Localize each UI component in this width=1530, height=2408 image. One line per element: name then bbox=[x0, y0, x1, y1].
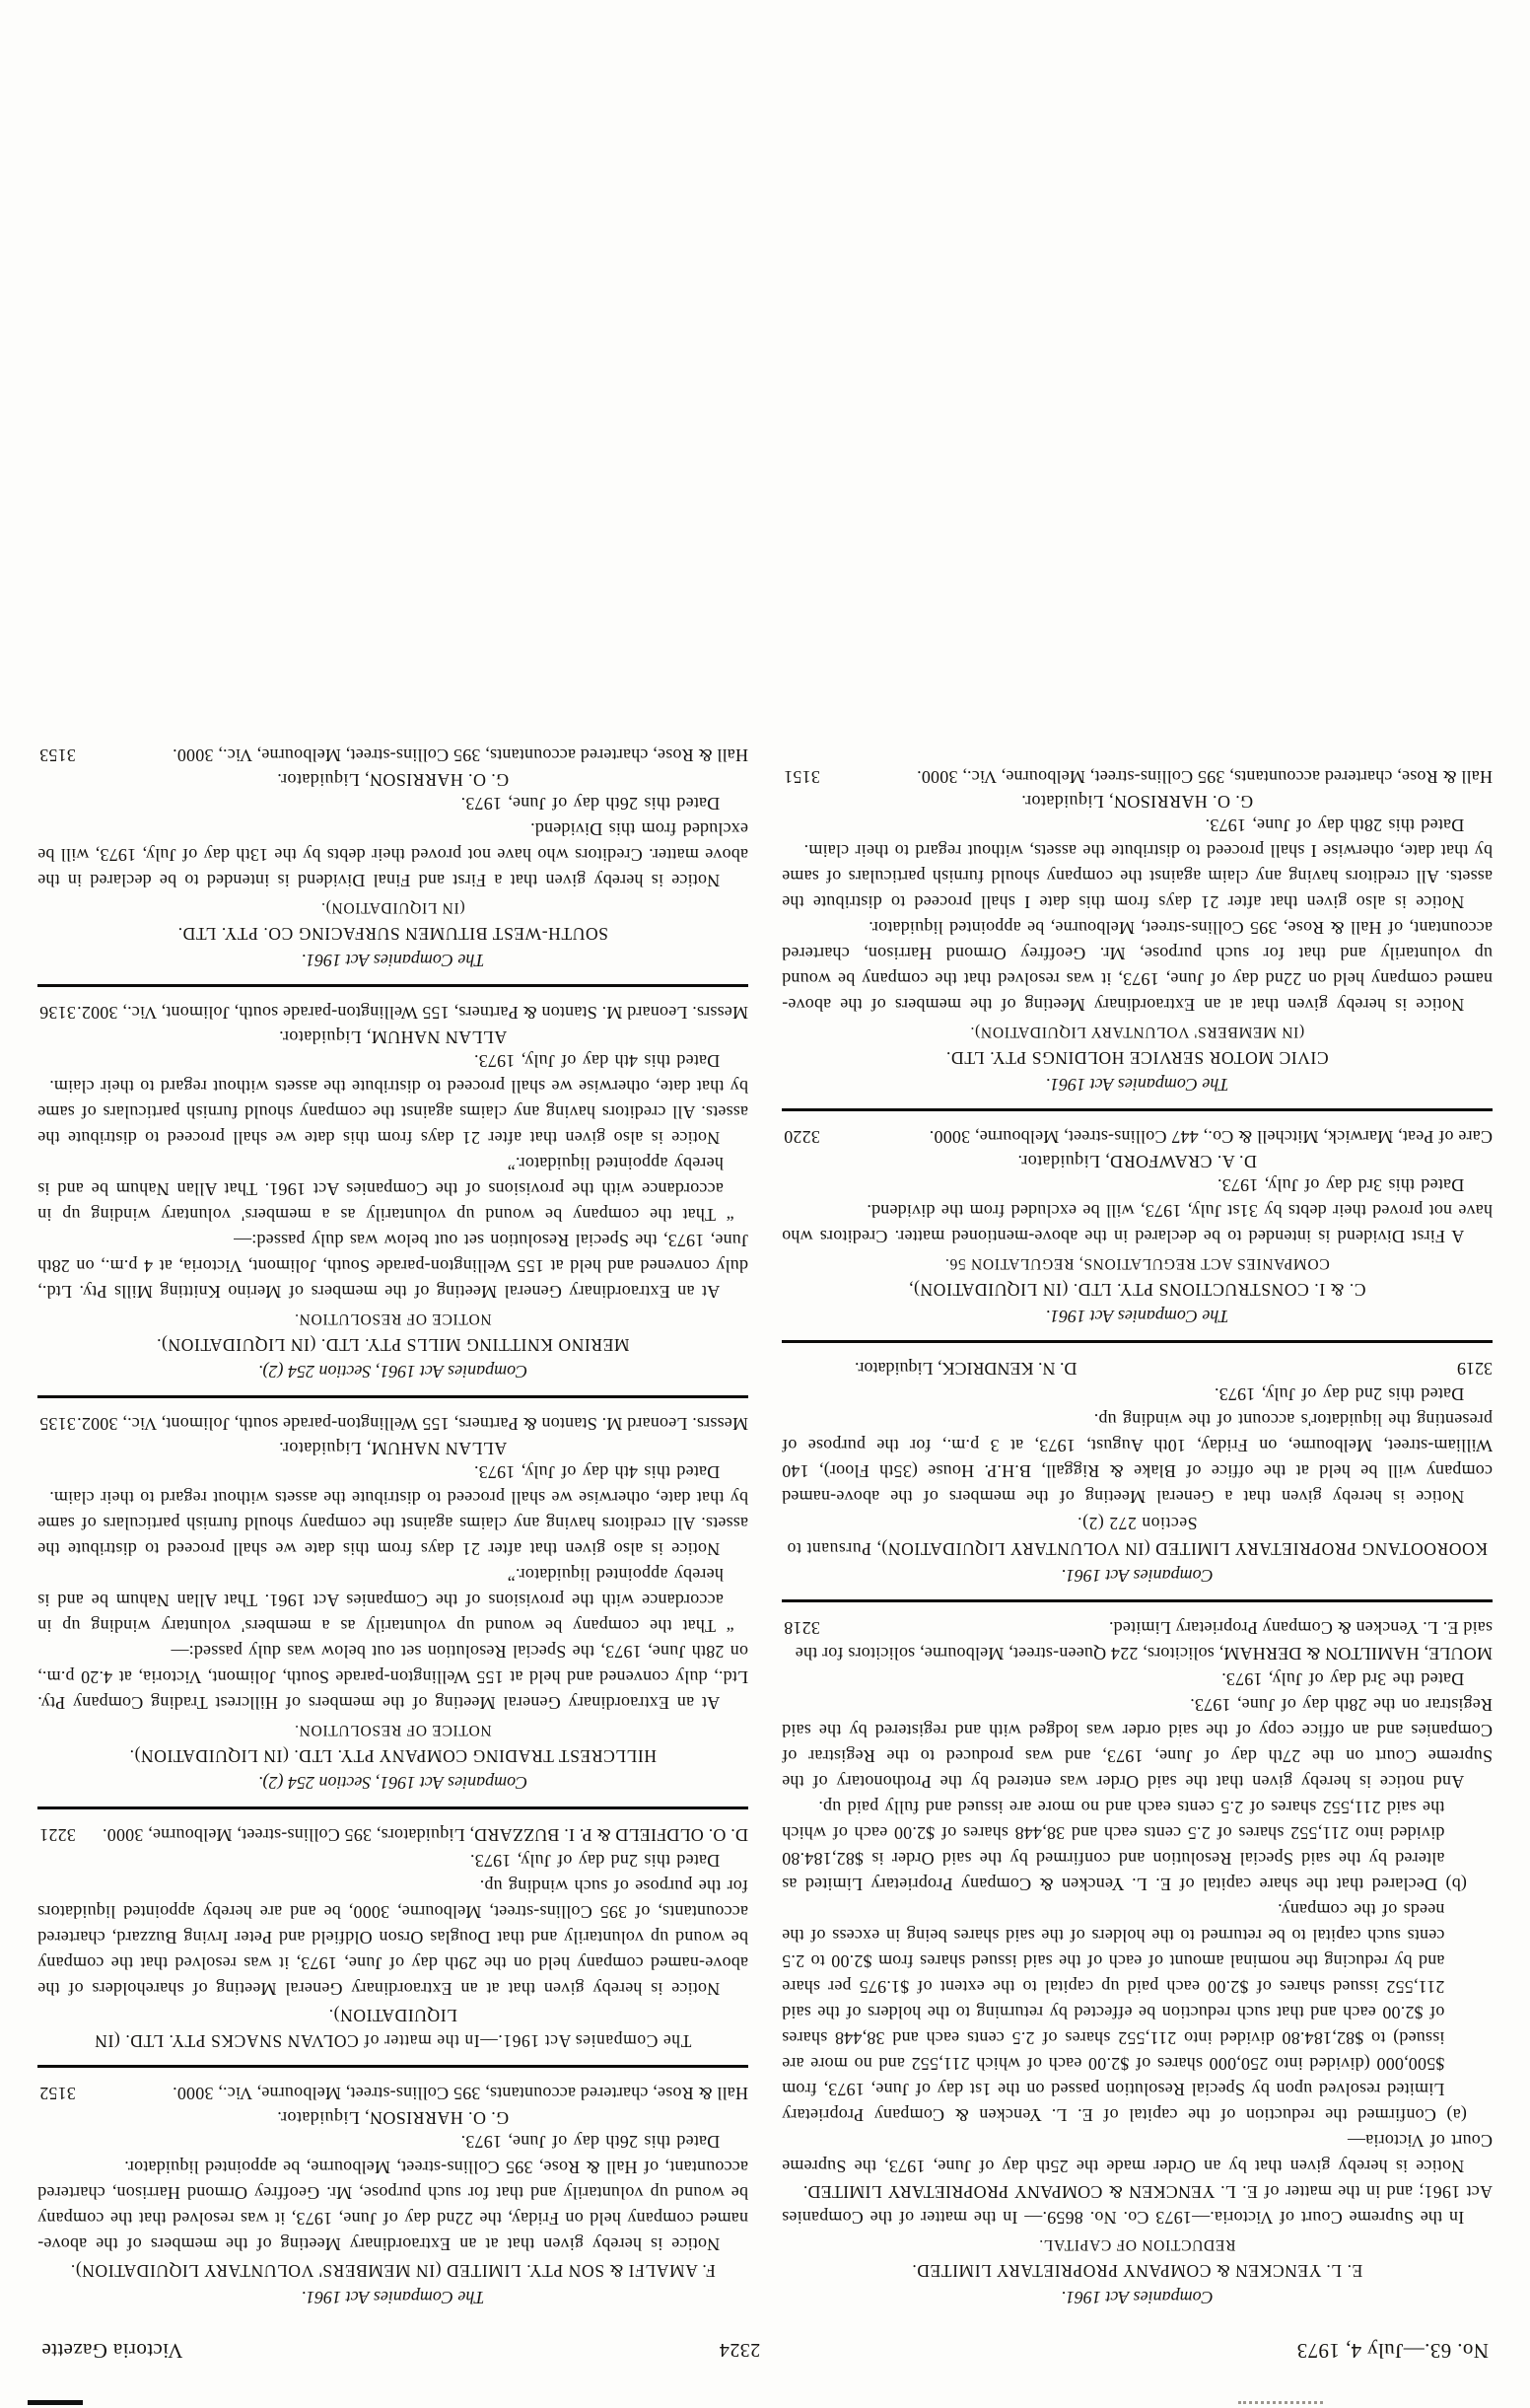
act-title: The Companies Act 1961. bbox=[301, 951, 485, 970]
address-line bbox=[782, 1124, 1493, 1150]
address-text: Messrs. Leonard M. Stanton & Partners, 155 Wellington-parade south, Jolimont, Vic., 3002. bbox=[76, 1003, 748, 1023]
company-name: MERINO KNITTING MILLS PTY. LTD. (IN LIQUIDATION). bbox=[156, 1335, 630, 1355]
address-text: Hall & Rose, chartered accountants, 395 Collins-street, Melbourne, Vic., 3000. bbox=[172, 745, 748, 765]
address-line bbox=[37, 2081, 748, 2106]
liquidation-notice bbox=[782, 764, 1493, 1098]
act-title: The Companies Act 1961. bbox=[1045, 1307, 1229, 1326]
address-line bbox=[37, 1000, 748, 1026]
page-header bbox=[37, 2312, 1493, 2363]
notice-paragraph: Dated this 4th day of July, 1973. bbox=[473, 1051, 721, 1071]
notice-paragraph: Notice is hereby given that at an Extraordinary General Meeting of shareholders of the above-named company held on the 29th day of June, 1973, it was resolved that the company be wound up voluntarily and that Douglas Orson Oldfield and Peter Irving Buzzard, chartered accountants, of 395 Collins-street, Melbourne, 3000, be and are hereby appointed liquidators for the purpose of such winding up. bbox=[37, 1877, 748, 1999]
address-line bbox=[782, 1615, 1493, 1666]
address-line bbox=[37, 1411, 748, 1437]
notice-number: 3135 bbox=[39, 1414, 76, 1434]
company-name: E. L. YENCKEN & COMPANY PROPRIETARY LIMITED. bbox=[911, 2261, 1363, 2281]
act-title: Companies Act 1961, Section 254 (2). bbox=[257, 1773, 528, 1793]
liquidation-notice bbox=[37, 1411, 748, 1796]
notice-subheading: (IN LIQUIDATION). bbox=[320, 899, 465, 916]
notice-subheading: REDUCTION OF CAPITAL. bbox=[1038, 2236, 1236, 2253]
address-text: Messrs. Leonard M. Stanton & Partners, 155 Wellington-parade south, Jolimont, Vic., 3002. bbox=[76, 1414, 748, 1434]
notice-subheading: (IN MEMBERS' VOLUNTARY LIQUIDATION). bbox=[969, 1024, 1305, 1040]
scan-artifact bbox=[1238, 2397, 1323, 2404]
notice-number: 3151 bbox=[784, 767, 820, 787]
liquidator-signature: ALLAN NAHUM, Liquidator. bbox=[278, 1027, 508, 1047]
notice-paragraph: Notice is also given that after 21 days from this date we shall proceed to distribute the assets. All creditors having any claims against the company should furnish particulars of same by that date, otherwise we shall proceed to distribute the assets without regard to their claim. bbox=[37, 1488, 748, 1559]
notice-number: 3221 bbox=[39, 1825, 76, 1845]
notice-paragraph: (a) Confirmed the reduction of the capital of E. L. Yencken & Company Proprietary Limited resolved upon by Special Resolution passed on the 1st day of June, 1973, from $500,000 (divided into 250,000 shares of $2.00 each of which 211,552 and no more are issued) to $82,184.80 divided into 211,552 shares of 2.5 cents each and 38,448 shares of $2.00 each and that such reduction be effected by returning to the holders of the said 211,552 issued shares of $2.00 each paid up capital to the extent of $1.975 per share and by reducing the nominal amount of each of the said issued shares from $2.00 to 2.5 cents such capital to be returned to the holders of the said shares being in excess of the needs of the company. bbox=[782, 1900, 1467, 2125]
publication-title: Victoria Gazette bbox=[41, 2339, 183, 2363]
liquidator-signature: D. N. KENDRICK, Liquidator. bbox=[855, 1359, 1078, 1379]
notice-paragraph: Notice is hereby given that by an Order made the 25th day of June, 1973, the Supreme Court of Victoria— bbox=[782, 2131, 1493, 2176]
notice-paragraph: Dated this 2nd day of July, 1973. bbox=[1214, 1384, 1465, 1404]
notice-subheading: NOTICE OF RESOLUTION. bbox=[294, 1722, 492, 1738]
notice-subheading: NOTICE OF RESOLUTION. bbox=[294, 1310, 492, 1327]
address-text: Hall & Rose, chartered accountants, 395 Collins-street, Melbourne, Vic., 3000. bbox=[916, 767, 1493, 787]
liquidation-notice bbox=[782, 1615, 1493, 2310]
liquidation-notice bbox=[37, 2081, 748, 2310]
liquidator-signature: ALLAN NAHUM, Liquidator. bbox=[278, 1439, 508, 1458]
address-line bbox=[37, 743, 748, 768]
liquidator-signature: G. O. HARRISON, Liquidator. bbox=[276, 770, 510, 790]
address-text: MOULE, HAMILTON & DERHAM, solicitors, 224 Queen-street, Melbourne, solicitors for the said E. L. Yencken & Company Proprietary Limited. bbox=[795, 1618, 1493, 1664]
notice-subheading: COMPANIES ACT REGULATIONS, REGULATION 56. bbox=[944, 1255, 1330, 1272]
liquidation-notice bbox=[782, 1356, 1493, 1589]
notice-paragraph: Notice is hereby given that at an Extraordinary Meeting of the members of the above-named company held on 22nd day of June, 1973, it was resolved that the company be wound up voluntarily and that for such purpose, Mr. Geoffrey Ormond Harrison, chartered accountant, of Hall & Rose, 395 Collins-street, Melbourne, be appointed liquidator. bbox=[782, 918, 1493, 1015]
notice-divider bbox=[37, 984, 748, 987]
liquidation-notice bbox=[37, 743, 748, 973]
scan-artifact bbox=[28, 2400, 83, 2405]
notice-paragraph: Dated the 3rd day of July, 1973. bbox=[1221, 1669, 1465, 1689]
notice-number: 3220 bbox=[784, 1127, 820, 1147]
notice-divider bbox=[782, 1108, 1493, 1111]
notice-paragraph: At an Extraordinary General Meeting of the members of Hillcrest Trading Company Pty. Ltd., duly convened and held at 155 Wellington-parade South, Jolimont, Victoria, at 4.20 p.m., on 28th June, 1973, the Special Resolution set out below was duly passed:— bbox=[37, 1642, 748, 1713]
liquidator-signature: G. O. HARRISON, Liquidator. bbox=[276, 2108, 510, 2128]
company-name: C. & I. CONSTRUCTIONS PTY. LTD. (IN LIQUIDATION), bbox=[908, 1280, 1366, 1300]
notice-paragraph: Notice is also given that after 21 days from this date we shall proceed to distribute the assets. All creditors having any claims against the company should furnish particulars of same by that date, otherwise we shall proceed to distribute the assets without regard to their claim. bbox=[37, 1077, 748, 1148]
notice-number: 3136 bbox=[39, 1003, 76, 1023]
address-line bbox=[37, 1822, 748, 1848]
act-title: Companies Act 1961. bbox=[1061, 1566, 1214, 1586]
notice-divider bbox=[37, 1395, 748, 1398]
liquidator-signature: D. A. CRAWFORD, Liquidator. bbox=[1017, 1152, 1257, 1171]
left-column bbox=[782, 764, 1493, 2312]
signature-row bbox=[782, 1356, 1493, 1381]
page-number: 2324 bbox=[719, 2339, 761, 2361]
act-title: Companies Act 1961, Section 254 (2). bbox=[257, 1362, 528, 1381]
notice-paragraph: Dated this 26th day of June, 1973. bbox=[460, 794, 721, 814]
notice-paragraph: In the Supreme Court of Victoria.—1973 Co. No. 8659.— In the matter of the Companies Act 1961; and in the matter of E. L. YENCKEN & COMPANY PROPRIETARY LIMITED. bbox=[782, 2182, 1493, 2228]
address-text: Hall & Rose, chartered accountants, 395 Collins-street, Melbourne, Vic., 3000. bbox=[172, 2084, 748, 2103]
notice-paragraph: “ That the company be wound up voluntarily as a members' voluntary winding up in accordance with the provisions of the Companies Act 1961. That Allan Nahum be and is hereby appointed liquidator.” bbox=[37, 1565, 734, 1636]
issue-date: No. 63.—July 4, 1973 bbox=[1296, 2339, 1489, 2363]
notice-paragraph: Dated this 4th day of July, 1973. bbox=[473, 1462, 721, 1482]
notice-paragraph: A First Dividend is intended to be declared in the above-mentioned matter. Creditors who have not proved their debts by 31st July, 1973, will be excluded from the dividend. bbox=[782, 1201, 1493, 1246]
notice-paragraph: Notice is also given that after 21 days from this date I shall proceed to distribute the assets. All creditors having any claim against the company should furnish particulars of same by that date, otherwise I shall proceed to distribute the assets, without regard to their claim. bbox=[782, 841, 1493, 912]
address-text: Care of Peat, Marwick, Mitchell & Co., 447 Collins-street, Melbourne, 3000. bbox=[929, 1127, 1493, 1147]
address-line bbox=[782, 764, 1493, 790]
notice-paragraph: And notice is hereby given that the said Order was entered by the Prothonotary of the Supreme Court on the 27th day of June, 1973, and was produced to the Registrar of Companies and an office copy of the said order was lodged with and registered by the said Registrar on the 28th day of June, 1973. bbox=[782, 1695, 1493, 1792]
company-name: The Companies Act 1961.—In the matter of COLVAN SNACKS PTY. LTD. (IN LIQUIDATION). bbox=[94, 2006, 692, 2051]
notice-divider bbox=[782, 1340, 1493, 1343]
notice-number: 3219 bbox=[1457, 1359, 1493, 1379]
notice-paragraph: “ That the company be wound up voluntarily as a members' voluntary winding up in accordance with the provisions of the Companies Act 1961. That Allan Nahum be and is hereby appointed liquidator.” bbox=[37, 1154, 734, 1225]
notice-paragraph: Dated this 2nd day of July, 1973. bbox=[469, 1851, 721, 1871]
liquidator-signature: G. O. HARRISON, Liquidator. bbox=[1020, 792, 1254, 812]
notice-paragraph: Dated this 28th day of June, 1973. bbox=[1205, 815, 1465, 835]
notice-number: 3153 bbox=[39, 745, 76, 765]
right-column bbox=[37, 743, 748, 2312]
notice-number: 3152 bbox=[39, 2084, 76, 2103]
notice-paragraph: (b) Declared that the share capital of E. L. Yencken & Company Proprietary Limited as altered by the said Special Resolution and confirmed by the said Order is $82,184.80 divided into 211,552 shares of 2.5 cents each and 38,448 shares of $2.00 each of which the said 211,552 shares of 2.5 cents each and no more are issued and fully paid up. bbox=[782, 1798, 1467, 1894]
notice-paragraph: Dated this 26th day of June, 1973. bbox=[460, 2132, 721, 2152]
company-name: HILLCREST TRADING COMPANY PTY. LTD. (IN LIQUIDATION). bbox=[129, 1746, 657, 1766]
notice-divider bbox=[37, 2065, 748, 2068]
notice-divider bbox=[782, 1599, 1493, 1602]
liquidation-notice bbox=[37, 1000, 748, 1384]
two-column-body bbox=[37, 743, 1493, 2312]
notice-paragraph: Notice is hereby given that a General Meeting of the members of the above-named company will be held at the office of Blake & Riggall, B.H.P. House (35th Floor), 140 William-street, Melbourne, on Friday, 10th August, 1973, at 3 p.m., for the purpose of presenting the liquidator's account of the winding up. bbox=[782, 1410, 1493, 1507]
notice-paragraph: At an Extraordinary General Meeting of the members of Merino Knitting Mills Pty. Ltd., duly convened and held at 155 Wellington-parade South, Jolimont, Victoria, at 4 p.m., on 28th June, 1973, the Special Resolution set out below was duly passed:— bbox=[37, 1231, 748, 1302]
liquidation-notice bbox=[782, 1124, 1493, 1329]
notice-divider bbox=[37, 1806, 748, 1809]
act-title: Companies Act 1961. bbox=[1061, 2288, 1214, 2307]
company-name: F. AMALFI & SON PTY. LIMITED (IN MEMBERS' VOLUNTARY LIQUIDATION). bbox=[70, 2261, 716, 2281]
notice-number: 3218 bbox=[784, 1618, 820, 1638]
notice-paragraph: Dated this 3rd day of July, 1973. bbox=[1217, 1175, 1465, 1195]
notice-paragraph: Notice is hereby given that at an Extraordinary Meeting of the members of the above-named company held on Friday, the 22nd day of June, 1973, it was resolved that the company be wound up voluntarily and that for such purpose, Mr. Geoffrey Ormond Harrison, chartered accountant, of Hall & Rose, 395 Collins-street, Melbourne, be appointed liquidator. bbox=[37, 2158, 748, 2254]
act-title: The Companies Act 1961. bbox=[301, 2288, 485, 2307]
notice-paragraph: Notice is hereby given that a First and Final Dividend is intended to be declared in the above matter. Creditors who have not proved their debts by the 13th day of July, 1973, will be excluded from this Dividend. bbox=[37, 819, 748, 890]
address-text: D. O. OLDFIELD & P. I. BUZZARD, Liquidators, 395 Collins-street, Melbourne, 3000. bbox=[102, 1825, 748, 1845]
company-name: KOOROOTANG PROPRIETARY LIMITED (IN VOLUNTARY LIQUIDATION), Pursuant to Section 272 (2). bbox=[787, 1514, 1488, 1559]
company-name: CIVIC MOTOR SERVICE HOLDINGS PTY. LTD. bbox=[945, 1048, 1329, 1068]
liquidation-notice bbox=[37, 1822, 748, 2054]
company-name: SOUTH-WEST BITUMEN SURFACING CO. PTY. LTD. bbox=[177, 924, 608, 944]
act-title: The Companies Act 1961. bbox=[1045, 1075, 1229, 1095]
